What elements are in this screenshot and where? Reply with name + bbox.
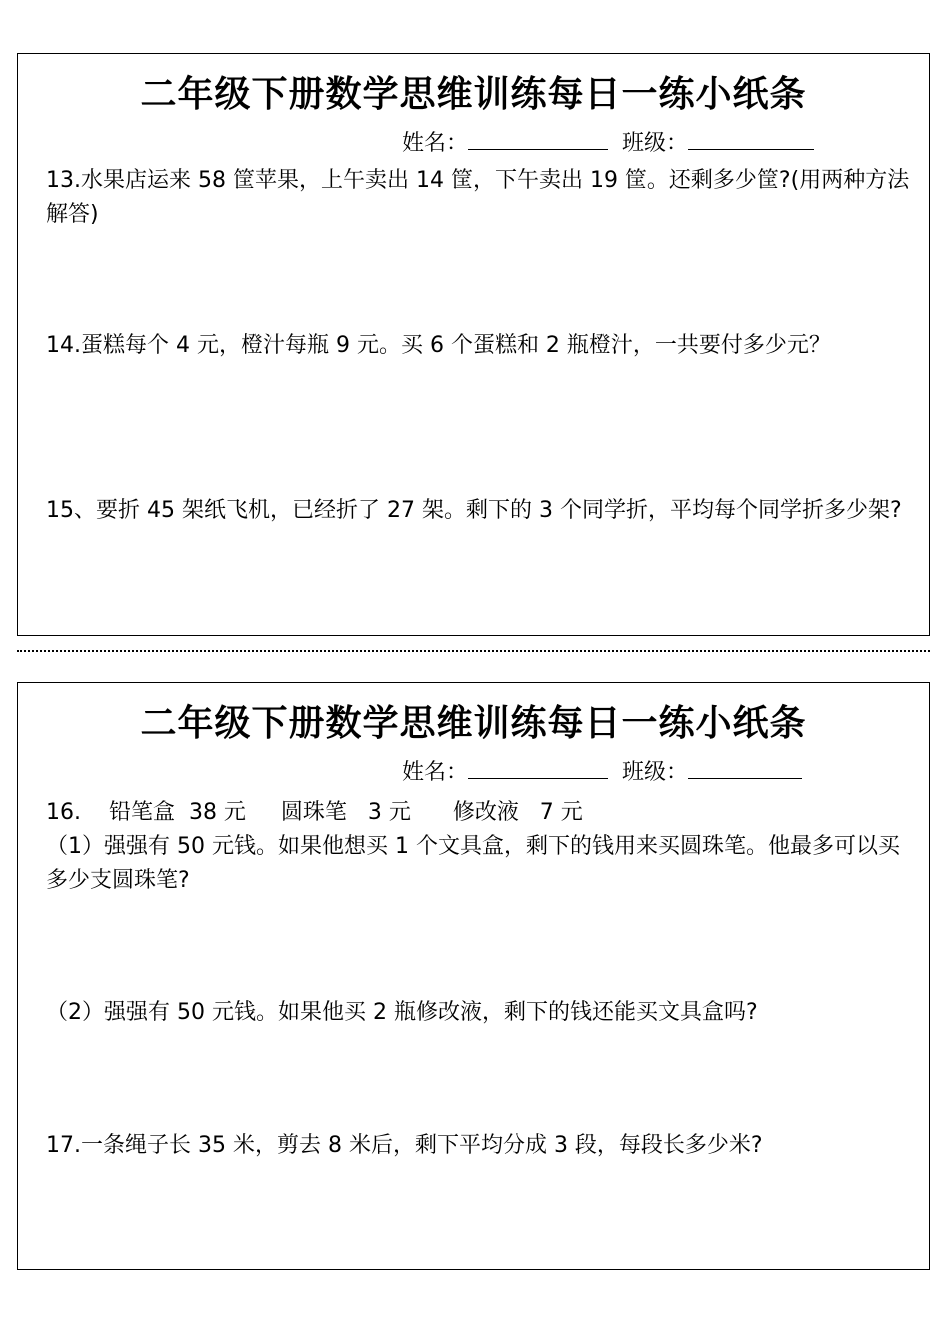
class-blank[interactable] [688, 129, 814, 150]
student-info-line [402, 126, 814, 157]
class-label: 班级： [622, 760, 689, 785]
question-16-part-2: （2）强强有 50 元钱。如果他买 2 瓶修改液，剩下的钱还能买文具盒吗? [46, 1000, 758, 1025]
cut-line-divider [17, 650, 930, 652]
question-15: 15、要折 45 架纸飞机，已经折了 27 架。剩下的 3 个同学折，平均每个同学折多少架? [46, 498, 902, 523]
card-title: 二年级下册数学思维训练每日一练小纸条 [140, 703, 807, 744]
worksheet-card-1 [17, 53, 930, 636]
question-17: 17.一条绳子长 35 米，剪去 8 米后，剩下平均分成 3 段，每段长多少米? [46, 1133, 763, 1158]
question-16-part-1: （1）强强有 50 元钱。如果他想买 1 个文具盒，剩下的钱用来买圆珠笔。他最多可以买多少支圆珠笔? [46, 834, 900, 893]
class-label: 班级： [622, 131, 689, 156]
student-info-line [402, 755, 802, 786]
name-blank[interactable] [468, 129, 608, 150]
class-blank[interactable] [688, 758, 802, 779]
name-blank[interactable] [468, 758, 608, 779]
name-label: 姓名： [402, 760, 469, 785]
question-13: 13.水果店运来 58 筐苹果，上午卖出 14 筐，下午卖出 19 筐。还剩多少筐?(用两种方法解答) [46, 168, 910, 227]
question-16-prices: 16. 铅笔盒 38 元 圆珠笔 3 元 修改液 7 元 [46, 800, 583, 825]
worksheet-card-2 [17, 682, 930, 1270]
question-14: 14.蛋糕每个 4 元，橙汁每瓶 9 元。买 6 个蛋糕和 2 瓶橙汁，一共要付多少元？ [46, 333, 831, 358]
name-label: 姓名： [402, 131, 469, 156]
card-title: 二年级下册数学思维训练每日一练小纸条 [140, 74, 807, 115]
